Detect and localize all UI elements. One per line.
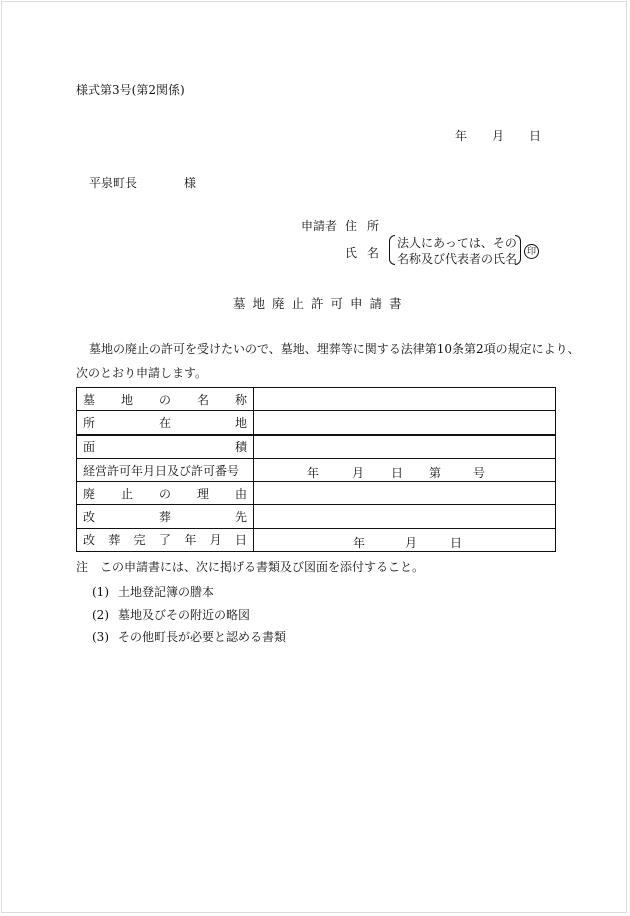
- note-item-text: 土地登記簿の謄本: [118, 585, 215, 599]
- label-char: 改: [83, 533, 96, 548]
- label-char: 称: [234, 392, 247, 407]
- row-label-area: [77, 435, 254, 459]
- field-reburial-destination[interactable]: [254, 505, 556, 528]
- completion-month: 月: [405, 535, 418, 550]
- field-area[interactable]: [254, 435, 556, 459]
- label-char: 改: [83, 510, 96, 525]
- label-char: 名: [196, 392, 209, 407]
- corporate-note-line2: 名称及び代表者の氏名: [397, 252, 518, 266]
- field-reburial-completion-date[interactable]: [254, 528, 556, 551]
- applicant-name-label: 氏名: [345, 246, 390, 260]
- label-char: 墓: [83, 392, 96, 407]
- note-item-1: [92, 586, 214, 598]
- permit-dai: 第: [429, 465, 442, 480]
- date-day: 日: [529, 129, 542, 143]
- label-char: 先: [234, 510, 247, 525]
- label-char: 了: [158, 533, 171, 548]
- permit-day: 日: [391, 465, 404, 480]
- label-char: 在: [158, 415, 171, 430]
- corporate-note-bracket: [389, 235, 521, 267]
- label-char: 理: [196, 486, 209, 501]
- note-item-2: [92, 609, 250, 621]
- left-bracket: [389, 235, 395, 265]
- field-location[interactable]: [254, 411, 556, 435]
- form-number: 様式第3号(第2関係): [76, 83, 185, 97]
- label-char: 廃: [83, 486, 96, 501]
- body-paragraph-1: 墓地の廃止の許可を受けたいので、墓地、埋葬等に関する法律第10条第2項の規定により、: [89, 342, 580, 356]
- table-row: [77, 458, 556, 481]
- right-bracket: [515, 235, 521, 265]
- label-char: 完: [133, 533, 146, 548]
- application-table: [76, 387, 556, 552]
- label-char: 年: [184, 533, 197, 548]
- note-item-3: [92, 631, 286, 643]
- field-permit-date-number[interactable]: [254, 458, 556, 481]
- label-char: 止: [120, 486, 133, 501]
- date-month: 月: [492, 129, 505, 143]
- permit-year: 年: [307, 465, 320, 480]
- table-row: [77, 528, 556, 551]
- label-char: 所: [83, 415, 96, 430]
- label-char: の: [158, 486, 171, 501]
- label-char: 葬: [158, 510, 171, 525]
- row-label-abolition-reason: [77, 482, 254, 505]
- row-label-reburial-destination: [77, 505, 254, 528]
- label-char: 積: [234, 440, 247, 455]
- note-item-number: (3): [92, 630, 109, 644]
- corporate-note-line1: 法人にあっては、その: [397, 236, 517, 250]
- table-row: [77, 435, 556, 459]
- table-row: [77, 411, 556, 435]
- completion-year: 年: [353, 535, 366, 550]
- label-char: 地: [120, 392, 133, 407]
- note-item-text: その他町長が必要と認める書類: [118, 630, 287, 644]
- permit-month: 月: [352, 465, 365, 480]
- table-row: [77, 482, 556, 505]
- label-char: 由: [234, 486, 247, 501]
- note-item-number: (2): [92, 608, 109, 622]
- field-cemetery-name[interactable]: [254, 388, 556, 411]
- recipient-honorific: 様: [184, 176, 197, 190]
- seal-mark: 印: [524, 244, 539, 259]
- note-heading: 注 この申請書には、次に掲げる書類及び図面を添付すること。: [76, 560, 425, 574]
- row-label-permit-date-number: [77, 458, 254, 481]
- table-row: [77, 388, 556, 411]
- note-item-number: (1): [92, 585, 109, 599]
- recipient-name: 平泉町長: [89, 176, 138, 190]
- label-char: 地: [234, 415, 247, 430]
- label-char: 面: [83, 440, 96, 455]
- body-paragraph-2: 次のとおり申請します。: [76, 366, 208, 380]
- date-year: 年: [455, 129, 468, 143]
- row-label-cemetery-name: [77, 388, 254, 411]
- document-title: 墓地廃止許可申請書: [233, 296, 409, 311]
- note-item-text: 墓地及びその附近の略図: [118, 608, 251, 622]
- applicant-label: 申請者: [301, 219, 338, 233]
- permit-go: 号: [473, 465, 486, 480]
- table-row: [77, 505, 556, 528]
- label-char: 月: [209, 533, 222, 548]
- completion-day: 日: [450, 535, 463, 550]
- row-label-reburial-completion-date: [77, 528, 254, 551]
- permit-label-text: 経営許可年月日及び許可番号: [83, 463, 240, 478]
- label-char: 葬: [108, 533, 121, 548]
- label-char: の: [158, 392, 171, 407]
- applicant-address-label: 住所: [345, 219, 390, 233]
- label-char: 日: [234, 533, 247, 548]
- row-label-location: [77, 411, 254, 435]
- field-abolition-reason[interactable]: [254, 482, 556, 505]
- recipient: [89, 176, 197, 190]
